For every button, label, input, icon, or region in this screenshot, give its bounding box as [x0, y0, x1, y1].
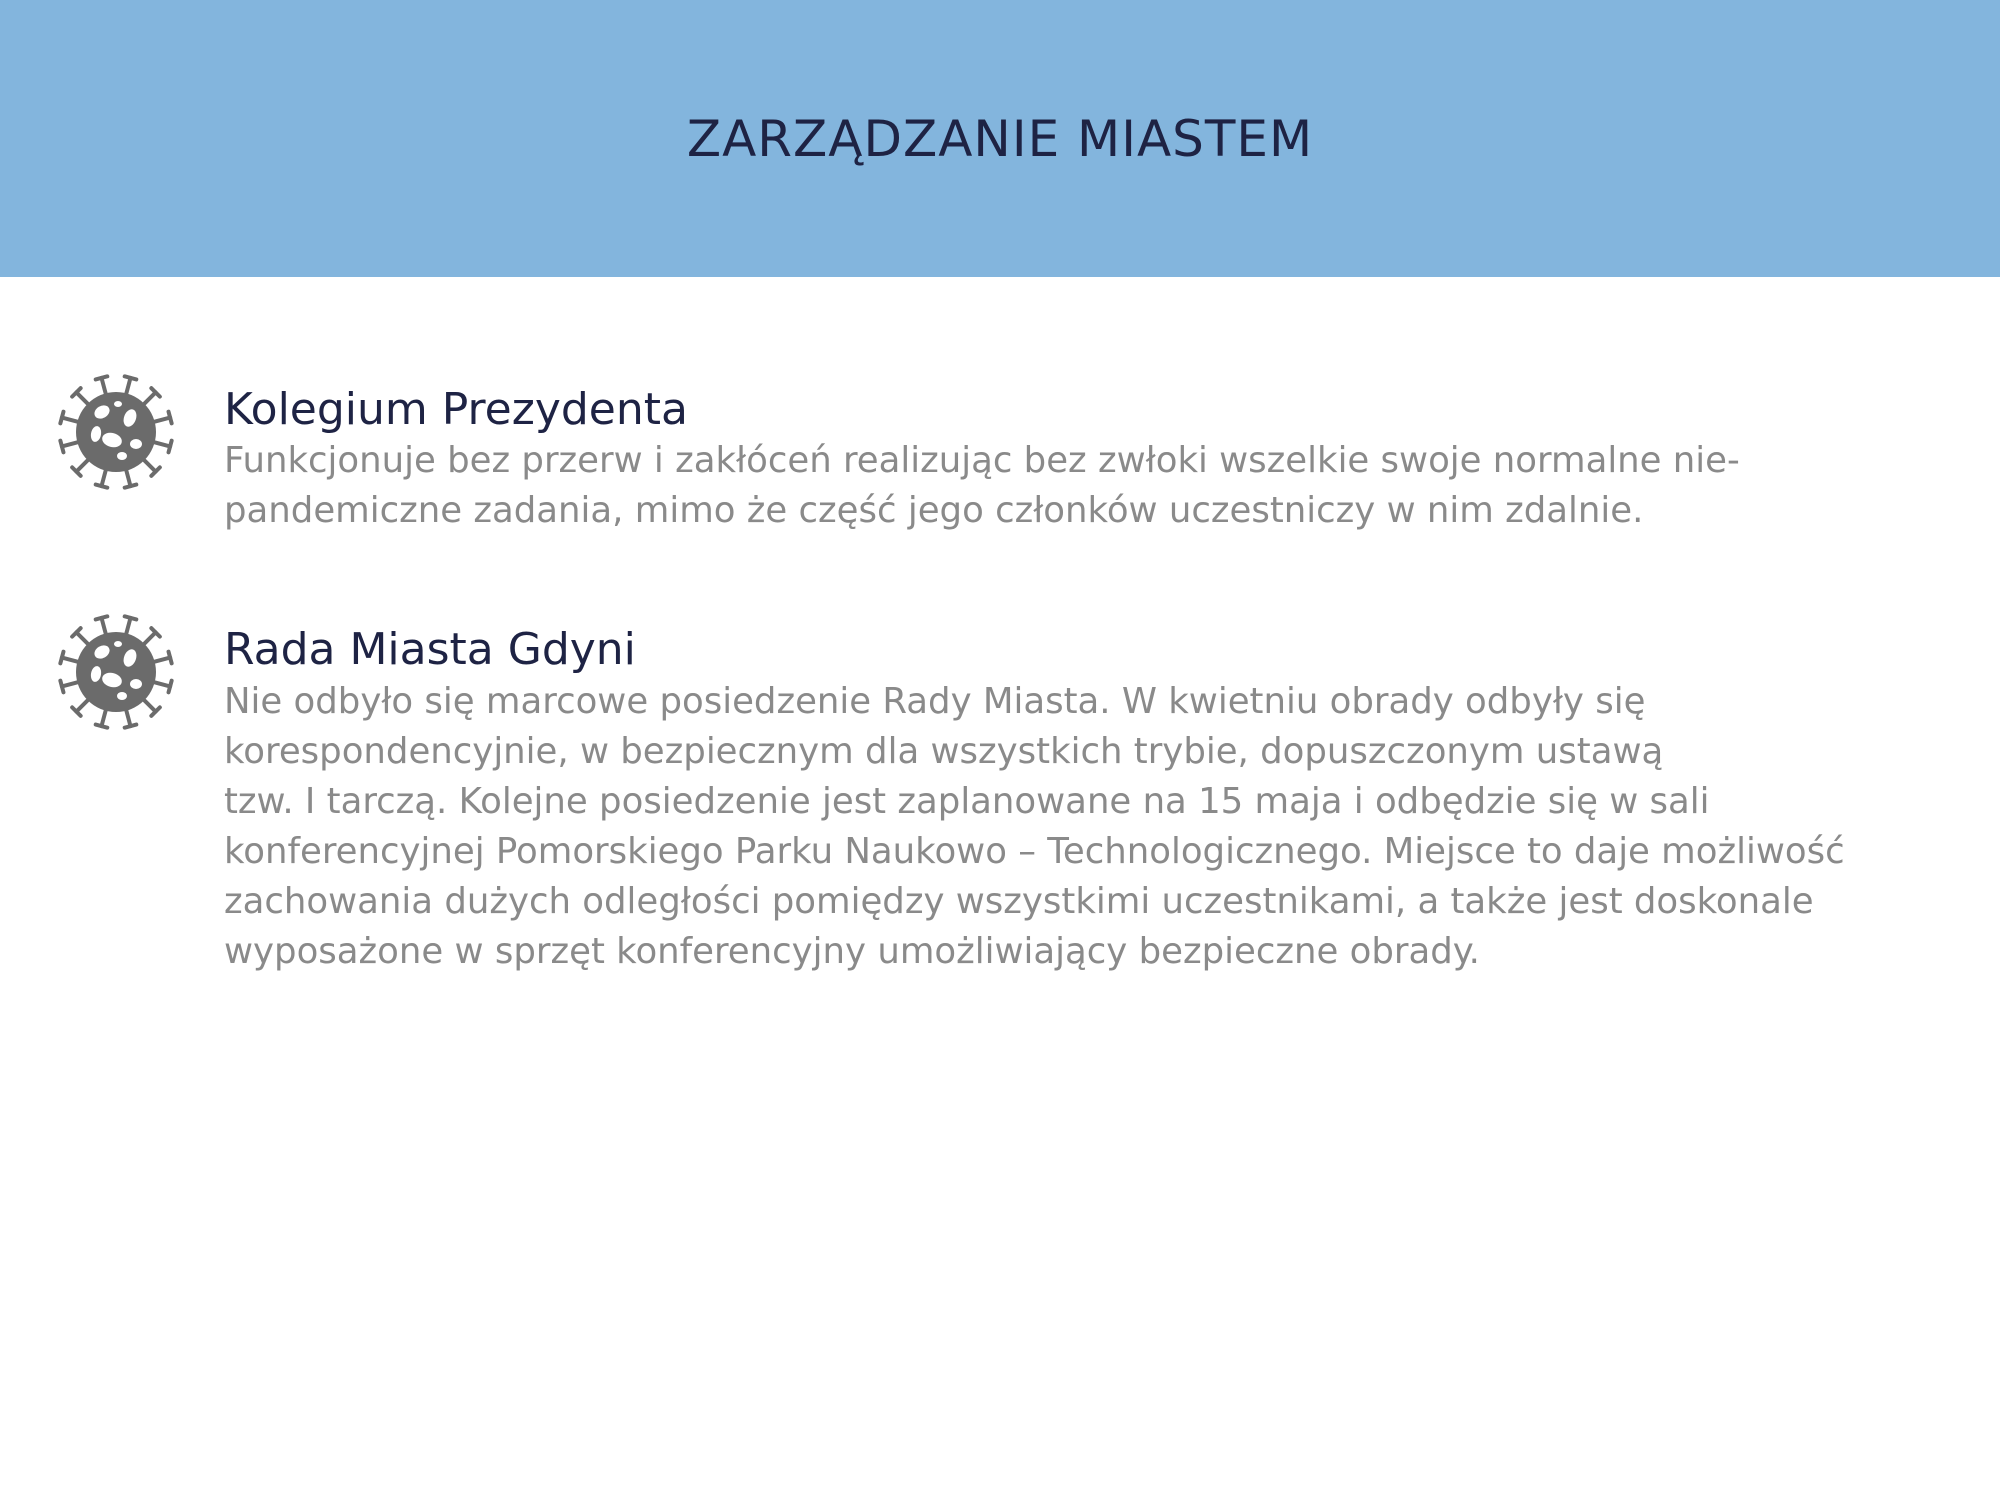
item-body-line: Funkcjonuje bez przerw i zakłóceń realizując bez zwłoki wszelkie swoje normalne nie-: [224, 440, 1740, 481]
virus-spot: [114, 401, 122, 407]
header-band: [0, 0, 2000, 277]
item-body-line: wyposażone w sprzęt konferencyjny umożliwiający bezpieczne obrady.: [224, 931, 1480, 972]
item-body: [224, 436, 1740, 536]
item-body-line: Nie odbyło się marcowe posiedzenie Rady Miasta. W kwietniu obrady odbyły się: [224, 681, 1646, 722]
virus-spike-tip: [96, 485, 108, 488]
virus-spot: [117, 692, 127, 700]
virus-spike-tip: [96, 616, 108, 619]
virus-spike-tip: [96, 725, 108, 728]
virus-spike-tip: [169, 681, 172, 693]
virus-spike-tip: [125, 376, 137, 379]
virus-spike-tip: [60, 412, 63, 424]
virus-spot: [117, 452, 127, 460]
virus-spike-tip: [125, 616, 137, 619]
virus-spike-tip: [169, 412, 172, 424]
virus-spike-tip: [125, 485, 137, 488]
item-body: [224, 677, 1845, 977]
item-body-line: tzw. I tarczą. Kolejne posiedzenie jest zaplanowane na 15 maja i odbędzie się w sali: [224, 781, 1710, 822]
item-body-line: pandemiczne zadania, mimo że część jego członków uczestniczy w nim zdalnie.: [224, 490, 1644, 531]
virus-icon-graphic: [52, 608, 180, 736]
virus-spot: [130, 439, 142, 449]
virus-spike-tip: [96, 376, 108, 379]
virus-icon-graphic: [52, 368, 180, 496]
virus-spot: [130, 679, 142, 689]
item-body-line: korespondencyjnie, w bezpiecznym dla wszystkich trybie, dopuszczonym ustawą: [224, 731, 1664, 772]
virus-icon: [52, 608, 180, 736]
item-body-line: konferencyjnej Pomorskiego Parku Naukowo – Technologicznego. Miejsce to daje możliwość: [224, 831, 1845, 872]
item-heading: Kolegium Prezydenta: [224, 384, 688, 435]
virus-spike-tip: [60, 652, 63, 664]
virus-spot: [114, 641, 122, 647]
virus-spike-tip: [60, 681, 63, 693]
virus-spike-tip: [169, 652, 172, 664]
virus-spike-tip: [125, 725, 137, 728]
virus-spike-tip: [169, 441, 172, 453]
item-body-line: zachowania dużych odległości pomiędzy wszystkimi uczestnikami, a także jest doskonale: [224, 881, 1814, 922]
virus-spike-tip: [60, 441, 63, 453]
page-title: ZARZĄDZANIE MIASTEM: [686, 110, 1314, 168]
item-heading: Rada Miasta Gdyni: [224, 624, 636, 675]
virus-icon: [52, 368, 180, 496]
